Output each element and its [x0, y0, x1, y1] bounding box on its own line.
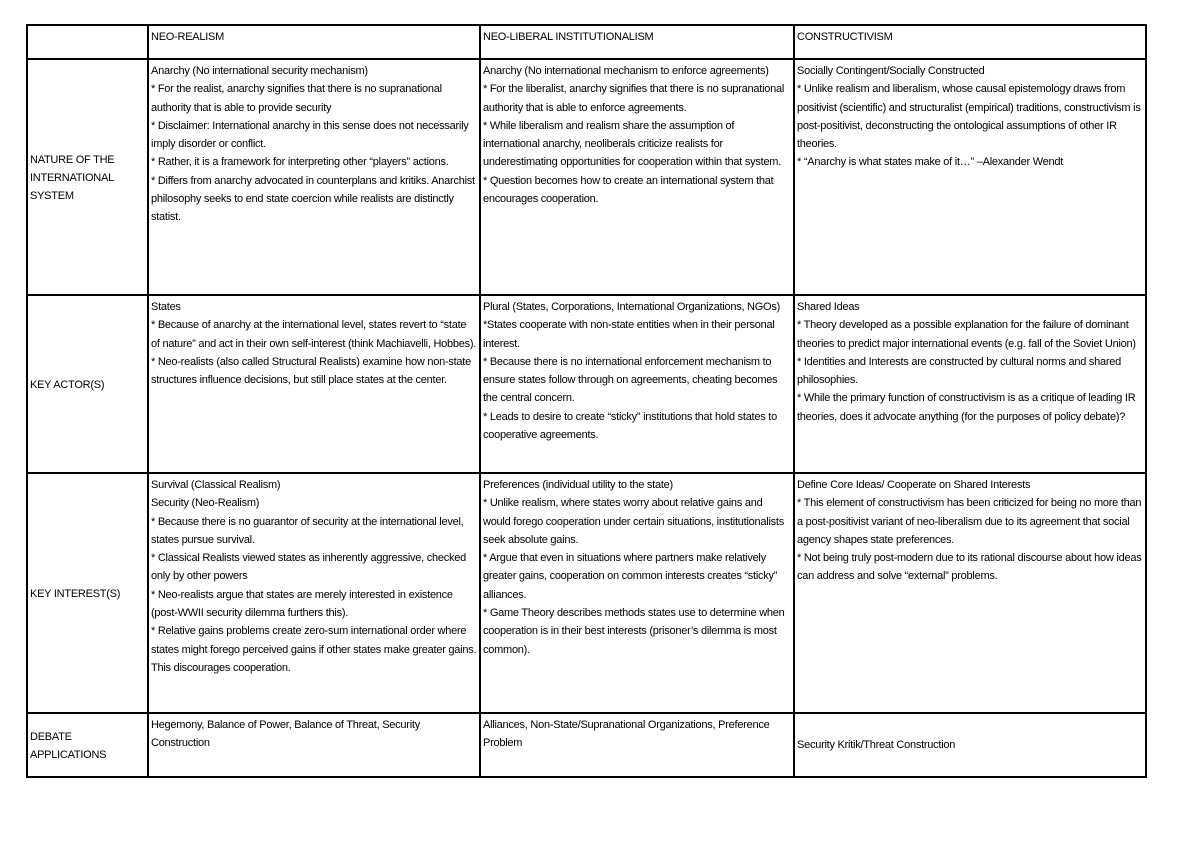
row-nature-of-international-system [27, 59, 1146, 295]
row-label-debate-applications: DEBATE APPLICATIONS [27, 713, 148, 777]
row-label-key-interests: KEY INTEREST(S) [27, 473, 148, 713]
cell-actors-constructivism: Shared Ideas * Theory developed as a possible explanation for the failure of dominant theories to predict major international events (e.g. fall of the Soviet Union) * Identities and Interests are constructed by cultural norms and shared philosophies. * While the primary function of constructivism is as a critique of leading IR theories, does it advocate anything (for the purposes of policy debate)? [794, 295, 1146, 473]
comparison-table [26, 24, 1147, 778]
cell-interests-neo-liberal: Preferences (individual utility to the state) * Unlike realism, where states worry about relative gains and would forego cooperation under certain situations, institutionalists seek absolute gains. * Argue that even in situations where partners make relatively greater gains, cooperation on common interests creates “sticky” alliances. * Game Theory describes methods states use to determine when cooperation is in their best interests (prisoner’s dilemma is most common). [480, 473, 794, 713]
cell-debate-neo-realism: Hegemony, Balance of Power, Balance of Threat, Security Construction [148, 713, 480, 777]
header-constructivism: CONSTRUCTIVISM [794, 25, 1146, 59]
row-key-interests [27, 473, 1146, 713]
header-neo-liberal-institutionalism: NEO-LIBERAL INSTITUTIONALISM [480, 25, 794, 59]
cell-debate-neo-liberal: Alliances, Non-State/Supranational Organizations, Preference Problem [480, 713, 794, 777]
row-label-key-actors: KEY ACTOR(S) [27, 295, 148, 473]
cell-nature-constructivism: Socially Contingent/Socially Constructed * Unlike realism and liberalism, whose causal epistemology draws from positivist (scientific) and structuralist (empirical) traditions, constructivism is post-positivist, deconstructing the ontological assumptions of other IR theories. * “Anarchy is what states make of it…” –Alexander Wendt [794, 59, 1146, 295]
cell-interests-neo-realism: Survival (Classical Realism) Security (Neo-Realism) * Because there is no guarantor of security at the international level, states pursue survival. * Classical Realists viewed states as inherently aggressive, checked only by other powers * Neo-realists argue that states are merely interested in existence (post-WWII security dilemma furthers this). * Relative gains problems create zero-sum international order where states might forego perceived gains if other states make greater gains. This discourages cooperation. [148, 473, 480, 713]
cell-actors-neo-liberal: Plural (States, Corporations, International Organizations, NGOs) *States cooperate with non-state entities when in their personal interest. * Because there is no international enforcement mechanism to ensure states follow through on agreements, cheating becomes the central concern. * Leads to desire to create “sticky” institutions that hold states to cooperative agreements. [480, 295, 794, 473]
cell-actors-neo-realism: States * Because of anarchy at the international level, states revert to “state of nature” and act in their own self-interest (think Machiavelli, Hobbes). * Neo-realists (also called Structural Realists) examine how non-state structures influence decisions, but still place states at the center. [148, 295, 480, 473]
row-debate-applications [27, 713, 1146, 777]
row-label-nature: NATURE OF THE INTERNATIONAL SYSTEM [27, 59, 148, 295]
header-neo-realism: NEO-REALISM [148, 25, 480, 59]
header-row [27, 25, 1146, 59]
cell-debate-constructivism: Security Kritik/Threat Construction [794, 713, 1146, 777]
corner-cell [27, 25, 148, 59]
cell-nature-neo-realism: Anarchy (No international security mechanism) * For the realist, anarchy signifies that there is no supranational authority that is able to provide security * Disclaimer: International anarchy in this sense does not necessarily imply disorder or conflict. * Rather, it is a framework for interpreting other “players” actions. * Differs from anarchy advocated in counterplans and kritiks. Anarchist philosophy seeks to end state coercion while realists are distinctly statist. [148, 59, 480, 295]
row-key-actors [27, 295, 1146, 473]
cell-interests-constructivism: Define Core Ideas/ Cooperate on Shared Interests * This element of constructivism has been criticized for being no more than a post-positivist variant of neo-liberalism due to its agreement that social agency shapes state preferences. * Not being truly post-modern due to its rational discourse about how ideas can address and solve “external” problems. [794, 473, 1146, 713]
cell-nature-neo-liberal: Anarchy (No international mechanism to enforce agreements) * For the liberalist, anarchy signifies that there is no supranational authority that is able to enforce agreements. * While liberalism and realism share the assumption of international anarchy, neoliberals criticize realists for underestimating opportunities for cooperation within that system. * Question becomes how to create an international system that encourages cooperation. [480, 59, 794, 295]
